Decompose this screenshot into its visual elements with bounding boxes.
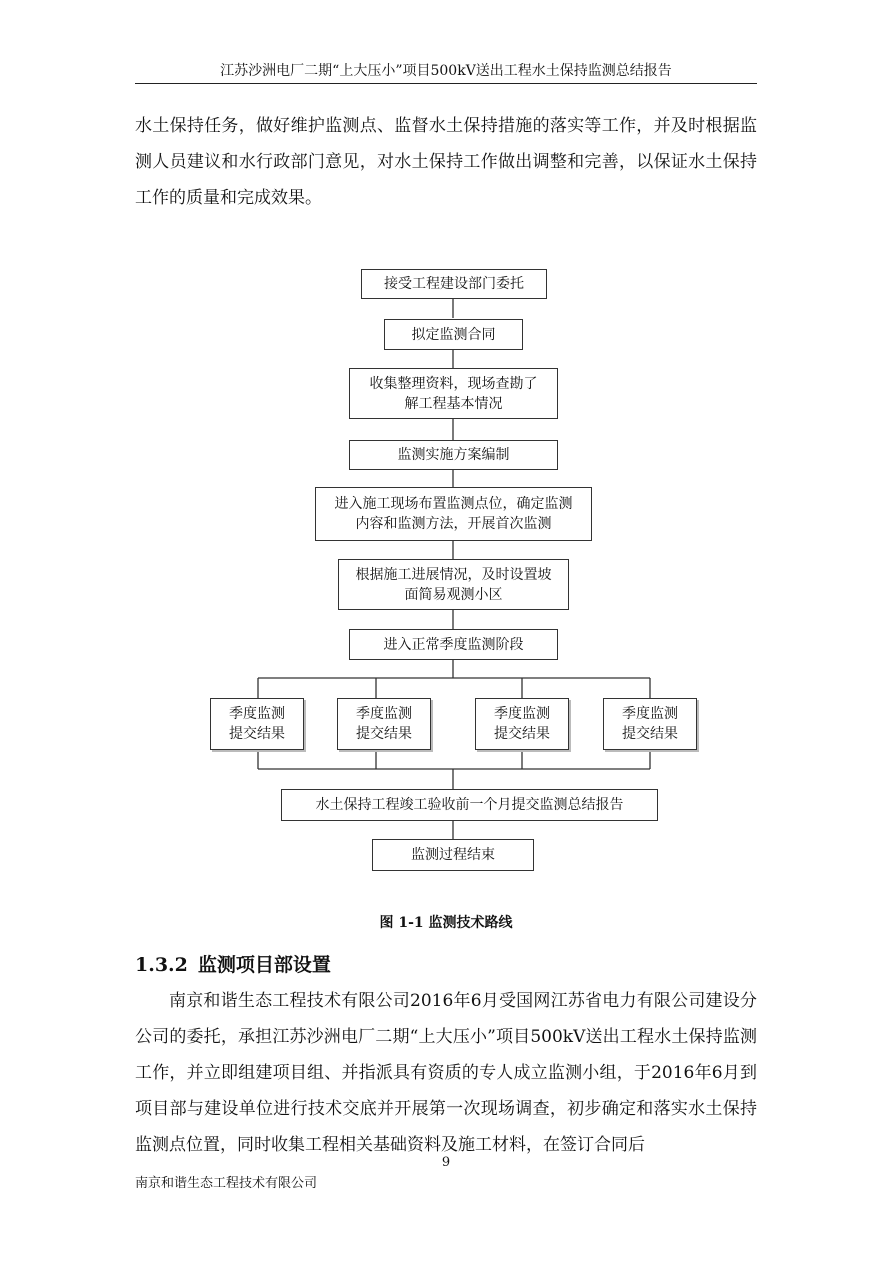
quarter-box-1-line2: 提交结果 (229, 726, 285, 742)
flow-quarter-box-1 (210, 698, 304, 750)
flow-step-first-monitoring (315, 487, 592, 541)
page-number: 9 (441, 1155, 451, 1170)
flow-step-collect-line1: 收集整理资料，现场查勘了 (369, 375, 538, 392)
flow-step-plan (349, 440, 558, 470)
quarter-box-3-line2: 提交结果 (494, 726, 550, 742)
flow-step-contract (384, 319, 523, 350)
quarter-box-2-line1: 季度监测 (356, 706, 412, 722)
paragraph-body: 南京和谐生态工程技术有限公司2016年6月受国网江苏省电力有限公司建设分公司的委托，承担江苏沙洲电厂二期“上大压小”项目500kV送出工程水土保持监测工作，并立即组建项目组、并指派具有资质的专人成立监测小组，于2016年6月到项目部与建设单位进行技术交底并开展第一次现场调查，初步确定和落实水土保持监测点位置，同时收集工程相关基础资料及施工材料，在签订合同后 (135, 991, 757, 1155)
flow-step-final-report (281, 789, 658, 821)
quarter-box-1-line1: 季度监测 (229, 706, 285, 722)
section-heading (135, 950, 341, 977)
flow-step-plan-label: 监测实施方案编制 (397, 447, 510, 463)
figure-caption: 图 1-1 监测技术路线 (379, 915, 513, 931)
quarter-box-3-line1: 季度监测 (494, 706, 550, 722)
flow-step-final-report-label: 水土保持工程竣工验收前一个月提交监测总结报告 (315, 797, 624, 813)
flow-step-contract-label: 拟定监测合同 (411, 326, 496, 343)
flow-step-entrust (361, 269, 547, 299)
flow-step-first-line1: 进入施工现场布置监测点位，确定监测 (334, 496, 573, 512)
flow-step-end-label: 监测过程结束 (411, 847, 495, 863)
flow-step-quarterly-label: 进入正常季度监测阶段 (383, 636, 524, 653)
flow-step-entrust-label: 接受工程建设部门委托 (384, 276, 524, 292)
running-header: 江苏沙洲电厂二期“上大压小”项目500kV送出工程水土保持监测总结报告 (220, 63, 672, 79)
flow-step-observation-plots (338, 559, 569, 610)
section-title: 监测项目部设置 (197, 954, 331, 976)
paragraph-top: 水土保持任务，做好维护监测点、监督水土保持措施的落实等工作，并及时根据监测人员建议和水行政部门意见，对水土保持工作做出调整和完善，以保证水土保持工作的质量和完成效果。 (135, 116, 757, 208)
quarter-box-4-line2: 提交结果 (622, 726, 678, 742)
flow-step-first-line2: 内容和监测方法，开展首次监测 (355, 516, 552, 532)
flow-quarter-box-2 (337, 698, 431, 750)
flow-step-plots-line1: 根据施工进展情况，及时设置坡 (355, 566, 552, 583)
flow-step-end (372, 839, 534, 871)
flow-step-quarterly-phase (349, 629, 558, 660)
section-number: 1.3.2 (135, 954, 188, 976)
flow-step-collect-line2: 解工程基本情况 (404, 395, 503, 412)
quarter-box-4-line1: 季度监测 (622, 706, 678, 722)
flow-step-plots-line2: 面简易观测小区 (404, 586, 503, 603)
flow-quarter-box-3 (475, 698, 569, 750)
footer-company: 南京和谐生态工程技术有限公司 (135, 1176, 318, 1191)
quarter-box-2-line2: 提交结果 (356, 726, 412, 742)
flow-quarter-box-4 (603, 698, 697, 750)
flow-step-collect-data (349, 368, 558, 419)
